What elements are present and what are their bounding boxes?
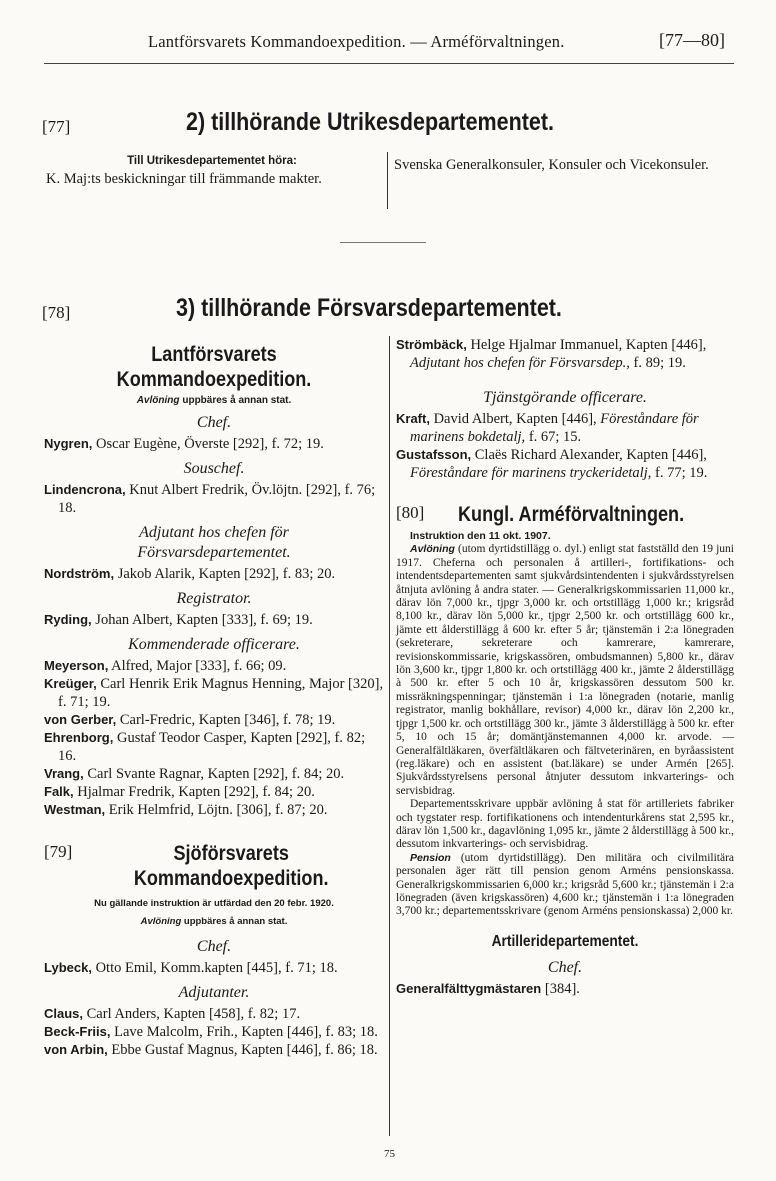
- section-number-80: [80]: [396, 503, 425, 522]
- af-text: [396, 530, 734, 919]
- list-item: Ryding, Johan Albert, Kapten [333], f. 69; 19.: [44, 612, 313, 629]
- section-80: [396, 500, 734, 530]
- header-rule: [44, 63, 734, 64]
- list-item: Lindencrona, Knut Albert Fredrik, Öv.löjtn. [292], f. 76; 18.: [44, 482, 376, 517]
- sec77-left: [42, 152, 382, 188]
- af-paragraph: Avlöning (utom dyrtidstillägg o. dyl.) enligt stat fastställd den 19 juni 1917. Cheferna och personalen å artilleri-, fortifikations- och intendentsdepartementen samt sjukvårdsintendenten i sjukvårdsstyrelsen åtnjuta avlöning å andra stater. — Generalkrigskommissarien 11,000 kr., därav lön 7,000 kr., tjpgr 3,000 kr. och ortstillägg 1,000 kr.; krigsråd 8,100 kr., därav lön 5,000 kr., tjpgr 2,500 kr. och ortstillägg 600 kr., jämte ett ålderstillägg å 600 kr. efter 5 år; tjänstemän i 2:a lönegraden (sekreterare, sekreterare och kamrerare, kamrerare, revisionskommissarie, krigskassören, ombudsmannen) 5,800 kr., därav lön 3,600 kr., tjpgr 1,800 kr. och ortstillägg 400 kr., jämte 2 ålderstillägg à 500 kr. efter 5 och 10 år, krigskassören dessutom 500 kr. missräkningspenningar; tjänstemän i 1:a lönegraden (notarie, manlig registrator, manlig bokhållare, revisor) 4,000 kr., därav lön 2,200 kr., tjpgr 1,500 kr. och ortstillägg 300 kr., jämte 3 ålderstillägg à 500 kr. efter 5, 10 och 15 år; domäntjänstemannen 4,000 kr. arvode. — Generalfältläkaren, överfältläkaren och fältveterinären, en byråassistent (reg.läkare) och en assistent (bat.läkare) se under Armén [265]. Sjukvårdsstyrelsens personal åtnjuter dessutom inkvarterings- och servisbidrag.: [396, 543, 735, 797]
- role-heading: Registrator.: [176, 590, 252, 608]
- list-item: Strömbäck, Helge Hjalmar Immanuel, Kapten [446], Adjutant hos chefen för Försvarsdep., f. 89; 19.: [396, 337, 707, 371]
- left-column: [44, 342, 384, 1059]
- af-heading: Kungl. Arméförvaltningen.: [458, 503, 685, 526]
- role-heading: Souschef.: [183, 460, 245, 478]
- af-paragraph: Departementsskrivare uppbär avlöning å stat för artilleriets fabriker och tygstater resp. fortifikationens och intendenturkårens stat 2,595 kr., därav lön 1,500 kr., dagavlöning 1,095 kr., jämte 2 ålderstillägg à 500 kr., dessutom inkvarterings- och servisbidrag.: [396, 798, 734, 851]
- list-item: Nordström, Jakob Alarik, Kapten [292], f. 83; 20.: [44, 566, 336, 583]
- list-item: von Gerber, Carl-Fredric, Kapten [346], f. 78; 19.: [44, 712, 336, 729]
- sec77-lead: Till Utrikesdepartementet höra:: [127, 155, 297, 167]
- role-heading: Adjutanter.: [178, 984, 250, 1002]
- page-range: [77—80]: [659, 30, 725, 50]
- art-heading: Artilleridepartementet.: [491, 932, 639, 950]
- running-title: Lantförsvarets Kommandoexpedition. — Arméförvaltningen.: [148, 32, 565, 51]
- section-79: [44, 841, 384, 891]
- sk-heading: Sjöförsvarets Kommandoexpedition.: [133, 842, 329, 891]
- section-title-77: 2) tillhörande Utrikesdepartementet.: [186, 108, 554, 136]
- list-item: von Arbin, Ebbe Gustaf Magnus, Kapten [446], f. 86; 18.: [44, 1042, 378, 1059]
- right-column: [396, 336, 734, 998]
- role-heading: Chef.: [196, 414, 232, 432]
- column-divider: [389, 336, 390, 1136]
- role-heading: Chef.: [547, 958, 583, 976]
- section-number-78: [78]: [42, 303, 71, 322]
- sk-note: Nu gällande instruktion är utfärdad den 20 febr. 1920.: [94, 898, 334, 910]
- list-item: Lybeck, Otto Emil, Komm.kapten [445], f. 71; 18.: [44, 960, 338, 977]
- sec77-left-text: K. Maj:ts beskickningar till främmande makter.: [46, 171, 322, 187]
- role-heading: Kommenderade officerare.: [128, 636, 300, 654]
- list-item: Gustafsson, Claës Richard Alexander, Kapten [446], Föreståndare för marinens tryckeridetalj, f. 77; 19.: [396, 447, 708, 481]
- lk-heading: Lantförsvarets Kommandoexpedition.: [116, 343, 312, 391]
- role-heading: Chef.: [196, 938, 232, 956]
- section-number-77: [77]: [42, 117, 71, 136]
- lk-note: Avlöning uppbäres å annan stat.: [136, 395, 292, 406]
- section-number-79: [79]: [44, 842, 73, 862]
- role-heading: Adjutant hos chefen för Försvarsdepartementet.: [137, 524, 291, 562]
- af-paragraph: Pension (utom dyrtidstillägg). Den militära och civilmilitära personalen äger rätt till pension genom Arméns pensionskassa. Generalkrigskommissarien 6,000 kr.; krigsråd 5,600 kr.; tjänstemän i 2:a lönegraden (även krigskassören) 4,600 kr.; tjänstemän i 1:a lönegraden 3,700 kr.; departementsskrivare (genom Arméns pensionskassa) 2,000 kr.: [396, 851, 735, 918]
- list-item: Nygren, Oscar Eugène, Överste [292], f. 72; 19.: [44, 436, 324, 453]
- section-title-78: 3) tillhörande Försvarsdepartementet.: [176, 294, 562, 322]
- list-item: Vrang, Carl Svante Ragnar, Kapten [292], f. 84; 20.: [44, 766, 345, 783]
- list-item: Kraft, David Albert, Kapten [446], Föreståndare för marinens bokdetalj, f. 67; 15.: [396, 411, 699, 445]
- role-heading: Tjänstgörande officerare.: [483, 389, 647, 406]
- list-item: Meyerson, Alfred, Major [333], f. 66; 09.: [44, 658, 287, 675]
- list-item: Kreüger, Carl Henrik Erik Magnus Henning, Major [320], f. 71; 19.: [44, 676, 384, 711]
- af-instruction: Instruktion den 11 okt. 1907.: [410, 530, 551, 542]
- list-item: Claus, Carl Anders, Kapten [458], f. 82; 17.: [44, 1006, 301, 1023]
- column-divider: [387, 152, 388, 209]
- section-separator: [340, 242, 426, 243]
- list-item: Generalfälttygmästaren [384].: [396, 980, 580, 997]
- sec77-right-text: Svenska Generalkonsuler, Konsuler och Vicekonsuler.: [394, 157, 709, 173]
- list-item: Beck-Friis, Lave Malcolm, Frih., Kapten [446], f. 83; 18.: [44, 1024, 378, 1041]
- list-item: Ehrenborg, Gustaf Teodor Casper, Kapten [292], f. 82; 16.: [44, 730, 366, 765]
- list-item: Westman, Erik Helmfrid, Löjtn. [306], f. 87; 20.: [44, 802, 328, 819]
- page-number: 75: [384, 1148, 395, 1160]
- sk-note-2: Avlöning uppbäres å annan stat.: [140, 916, 288, 928]
- list-item: Falk, Hjalmar Fredrik, Kapten [292], f. 84; 20.: [44, 784, 315, 801]
